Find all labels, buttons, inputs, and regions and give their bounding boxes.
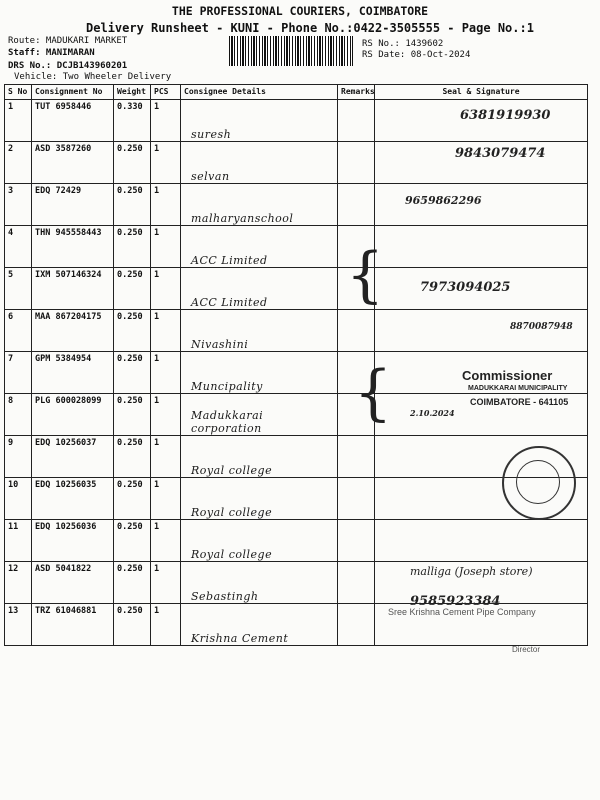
consignee-handwriting: Sebastingh bbox=[191, 590, 259, 603]
cell-weight: 0.250 bbox=[114, 142, 151, 184]
cell-consignee bbox=[181, 436, 338, 478]
rs-number: RS No.: 1439602 bbox=[362, 39, 444, 49]
table-row bbox=[5, 268, 588, 310]
cell-pcs: 1 bbox=[151, 520, 181, 562]
table-row bbox=[5, 184, 588, 226]
bracket-mark: { bbox=[346, 240, 385, 310]
cell-sno: 3 bbox=[5, 184, 32, 226]
col-weight: Weight bbox=[114, 85, 151, 100]
barcode bbox=[229, 36, 353, 66]
consignee-handwriting: Nivashini bbox=[191, 338, 249, 351]
cell-pcs: 1 bbox=[151, 310, 181, 352]
cell-consignee bbox=[181, 394, 338, 436]
cell-weight: 0.250 bbox=[114, 394, 151, 436]
cell-sno: 12 bbox=[5, 562, 32, 604]
cell-weight: 0.250 bbox=[114, 604, 151, 646]
cement-stamp: Sree Krishna Cement Pipe Company bbox=[388, 607, 536, 617]
consignee-handwriting: Muncipality bbox=[191, 380, 263, 393]
signature-handwriting: 7973094025 bbox=[420, 280, 511, 295]
cell-remarks bbox=[338, 100, 375, 142]
cell-consignment: GPM 5384954 bbox=[32, 352, 114, 394]
cell-signature bbox=[375, 310, 588, 352]
cell-sno: 10 bbox=[5, 478, 32, 520]
table-row bbox=[5, 226, 588, 268]
cell-weight: 0.250 bbox=[114, 310, 151, 352]
bracket-mark: { bbox=[354, 358, 393, 428]
cell-consignment: EDQ 10256036 bbox=[32, 520, 114, 562]
cell-weight: 0.330 bbox=[114, 100, 151, 142]
consignee-handwriting: malharyanschool bbox=[191, 212, 294, 225]
route-label: Route: MADUKARI MARKET bbox=[8, 36, 128, 46]
cell-consignment: THN 945558443 bbox=[32, 226, 114, 268]
col-consignee: Consignee Details bbox=[181, 85, 338, 100]
cell-pcs: 1 bbox=[151, 184, 181, 226]
commissioner-stamp: Commissioner bbox=[462, 368, 553, 383]
cell-consignment: EDQ 10256037 bbox=[32, 436, 114, 478]
cell-consignment: ASD 3587260 bbox=[32, 142, 114, 184]
cell-remarks bbox=[338, 142, 375, 184]
cell-sno: 4 bbox=[5, 226, 32, 268]
cell-pcs: 1 bbox=[151, 142, 181, 184]
cell-pcs: 1 bbox=[151, 604, 181, 646]
vehicle-label: Vehicle: Two Wheeler Delivery bbox=[14, 72, 172, 82]
cell-pcs: 1 bbox=[151, 436, 181, 478]
signature-name: malliga (Joseph store) bbox=[410, 565, 533, 578]
signature-handwriting: 9659862296 bbox=[405, 194, 482, 207]
cell-consignment: TRZ 61046881 bbox=[32, 604, 114, 646]
col-sno: S No bbox=[5, 85, 32, 100]
cell-weight: 0.250 bbox=[114, 184, 151, 226]
cell-sno: 9 bbox=[5, 436, 32, 478]
table-header-row bbox=[5, 85, 588, 100]
cell-consignee bbox=[181, 100, 338, 142]
cell-signature bbox=[375, 184, 588, 226]
cell-pcs: 1 bbox=[151, 100, 181, 142]
cell-weight: 0.250 bbox=[114, 226, 151, 268]
cell-consignee bbox=[181, 604, 338, 646]
cell-consignee bbox=[181, 562, 338, 604]
consignee-handwriting: Royal college bbox=[191, 464, 273, 477]
cell-consignee bbox=[181, 184, 338, 226]
company-title: THE PROFESSIONAL COURIERS, COIMBATORE bbox=[171, 4, 429, 18]
runsheet-subtitle: Delivery Runsheet - KUNI - Phone No.:0422-3505555 - Page No.:1 bbox=[86, 21, 534, 35]
cell-consignee bbox=[181, 520, 338, 562]
cell-sno: 11 bbox=[5, 520, 32, 562]
staff-label: Staff: MANIMARAN bbox=[8, 48, 95, 58]
cell-pcs: 1 bbox=[151, 394, 181, 436]
cell-sno: 13 bbox=[5, 604, 32, 646]
cell-consignment: ASD 5041822 bbox=[32, 562, 114, 604]
cell-consignee bbox=[181, 226, 338, 268]
cell-sno: 1 bbox=[5, 100, 32, 142]
cell-remarks bbox=[338, 436, 375, 478]
table-row bbox=[5, 310, 588, 352]
cell-consignee bbox=[181, 478, 338, 520]
cell-consignment: MAA 867204175 bbox=[32, 310, 114, 352]
table-row bbox=[5, 478, 588, 520]
col-remarks: Remarks bbox=[338, 85, 375, 100]
consignee-handwriting: ACC Limited bbox=[191, 254, 268, 267]
signature-handwriting: 9843079474 bbox=[455, 146, 546, 161]
cell-weight: 0.250 bbox=[114, 268, 151, 310]
consignee-handwriting: Krishna Cement bbox=[191, 632, 289, 645]
consignee-handwriting: suresh bbox=[191, 128, 232, 141]
cell-sno: 6 bbox=[5, 310, 32, 352]
table-row bbox=[5, 100, 588, 142]
signature-handwriting: 6381919930 bbox=[460, 108, 551, 123]
consignee-handwriting: ACC Limited bbox=[191, 296, 268, 309]
rs-date: RS Date: 08-Oct-2024 bbox=[362, 50, 471, 60]
drs-label: DRS No.: DCJB143960201 bbox=[8, 61, 128, 71]
cell-consignee bbox=[181, 352, 338, 394]
cell-consignment: EDQ 72429 bbox=[32, 184, 114, 226]
cell-pcs: 1 bbox=[151, 268, 181, 310]
cell-pcs: 1 bbox=[151, 226, 181, 268]
cell-signature bbox=[375, 520, 588, 562]
table-row bbox=[5, 436, 588, 478]
consignee-handwriting: Madukkarai corporation bbox=[191, 409, 264, 435]
cell-remarks bbox=[338, 604, 375, 646]
signature-handwriting: 8870087948 bbox=[510, 322, 573, 332]
cell-sno: 7 bbox=[5, 352, 32, 394]
col-consignment: Consignment No bbox=[32, 85, 114, 100]
signature-handwriting: 2.10.2024 bbox=[410, 408, 455, 418]
cell-pcs: 1 bbox=[151, 478, 181, 520]
consignee-handwriting: Royal college bbox=[191, 506, 273, 519]
cell-pcs: 1 bbox=[151, 562, 181, 604]
cell-remarks bbox=[338, 562, 375, 604]
cell-weight: 0.250 bbox=[114, 478, 151, 520]
consignee-handwriting: selvan bbox=[191, 170, 230, 183]
col-signature: Seal & Signature bbox=[375, 85, 588, 100]
college-seal bbox=[502, 446, 576, 520]
cell-weight: 0.250 bbox=[114, 352, 151, 394]
runsheet-table bbox=[4, 84, 588, 646]
cell-weight: 0.250 bbox=[114, 520, 151, 562]
city-stamp: COIMBATORE - 641105 bbox=[470, 397, 569, 407]
cell-weight: 0.250 bbox=[114, 436, 151, 478]
cell-consignee bbox=[181, 142, 338, 184]
cell-consignment: PLG 600028099 bbox=[32, 394, 114, 436]
cell-remarks bbox=[338, 310, 375, 352]
cell-consignee bbox=[181, 310, 338, 352]
cell-remarks bbox=[338, 478, 375, 520]
cell-remarks bbox=[338, 184, 375, 226]
cell-signature bbox=[375, 226, 588, 268]
consignee-handwriting: Royal college bbox=[191, 548, 273, 561]
cell-sno: 5 bbox=[5, 268, 32, 310]
cell-consignment: IXM 507146324 bbox=[32, 268, 114, 310]
col-pcs: PCS bbox=[151, 85, 181, 100]
cell-sno: 2 bbox=[5, 142, 32, 184]
cell-signature bbox=[375, 142, 588, 184]
cell-consignment: TUT 6958446 bbox=[32, 100, 114, 142]
table-row bbox=[5, 142, 588, 184]
cell-consignment: EDQ 10256035 bbox=[32, 478, 114, 520]
table-row bbox=[5, 520, 588, 562]
municipality-stamp: MADUKKARAI MUNICIPALITY bbox=[468, 385, 568, 392]
cell-sno: 8 bbox=[5, 394, 32, 436]
cell-signature bbox=[375, 268, 588, 310]
cell-weight: 0.250 bbox=[114, 562, 151, 604]
cell-remarks bbox=[338, 520, 375, 562]
cell-signature bbox=[375, 100, 588, 142]
director-stamp: Director bbox=[512, 645, 541, 654]
cell-pcs: 1 bbox=[151, 352, 181, 394]
cell-consignee bbox=[181, 268, 338, 310]
signature-handwriting: 9585923384 bbox=[410, 594, 501, 609]
